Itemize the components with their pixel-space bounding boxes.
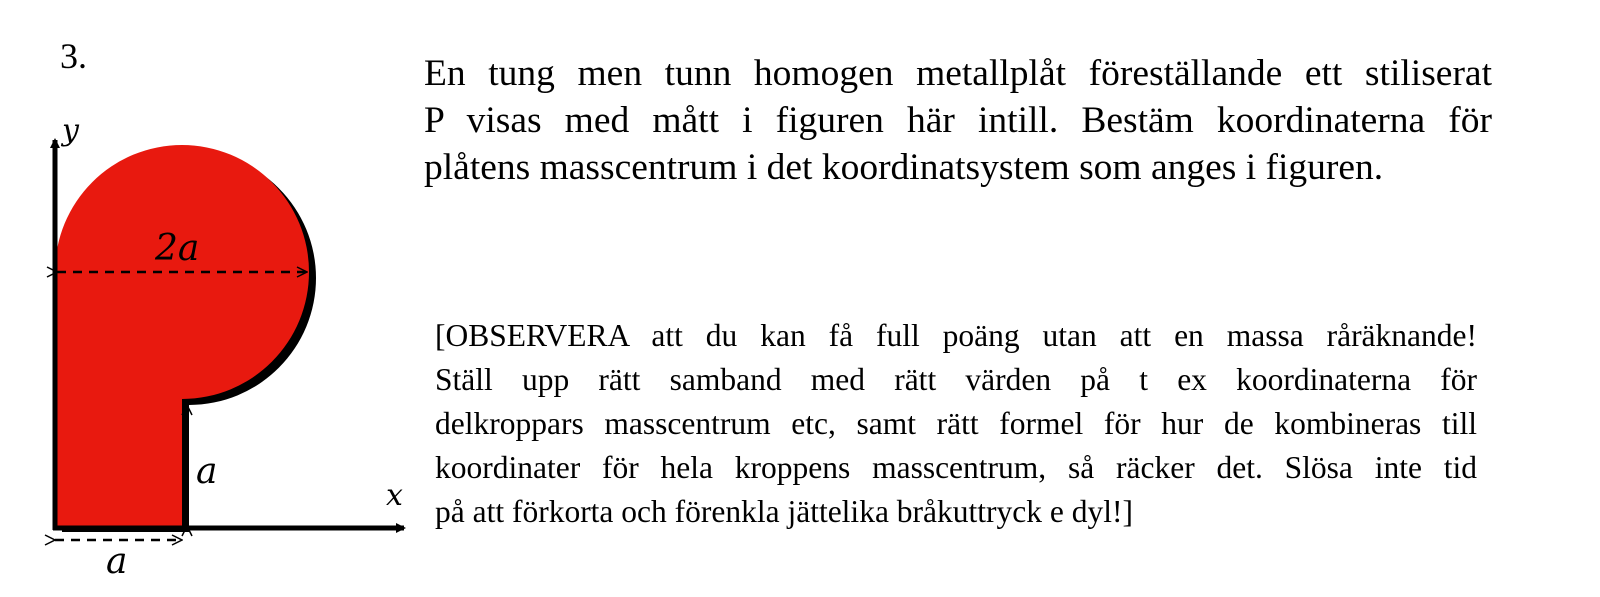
observation-note [435,314,1477,534]
note-line: [OBSERVERA att du kan få full poäng utan att en massa råräknande! [435,318,1477,353]
x-axis-label: x [386,478,403,513]
y-axis-label: y [62,113,79,148]
width-label: a [106,541,128,582]
statement-line: En tung men tunn homogen metallplåt föreställande ett stiliserat [424,53,1492,94]
note-line: på att förkorta och förenkla jättelika bråkuttryck e dyl!] [435,494,1133,529]
p-shape-figure [0,0,420,597]
note-line: Ställ upp rätt samband med rätt värden på t ex koordinaterna för [435,362,1477,397]
note-line: koordinater för hela kroppens masscentrum, så räcker det. Slösa inte tid [435,450,1477,485]
statement-line: plåtens masscentrum i det koordinatsystem som anges i figuren. [424,147,1384,188]
problem-number: 3. [60,36,87,76]
height-label: a [196,451,218,492]
diameter-label: 2a [155,228,200,269]
problem-statement [424,50,1492,191]
note-line: delkroppars masscentrum etc, samt rätt formel för hur de kombineras till [435,406,1477,441]
statement-line: P visas med mått i figuren här intill. Bestäm koordinaterna för [424,100,1492,141]
p-shaped-plate [55,145,309,528]
